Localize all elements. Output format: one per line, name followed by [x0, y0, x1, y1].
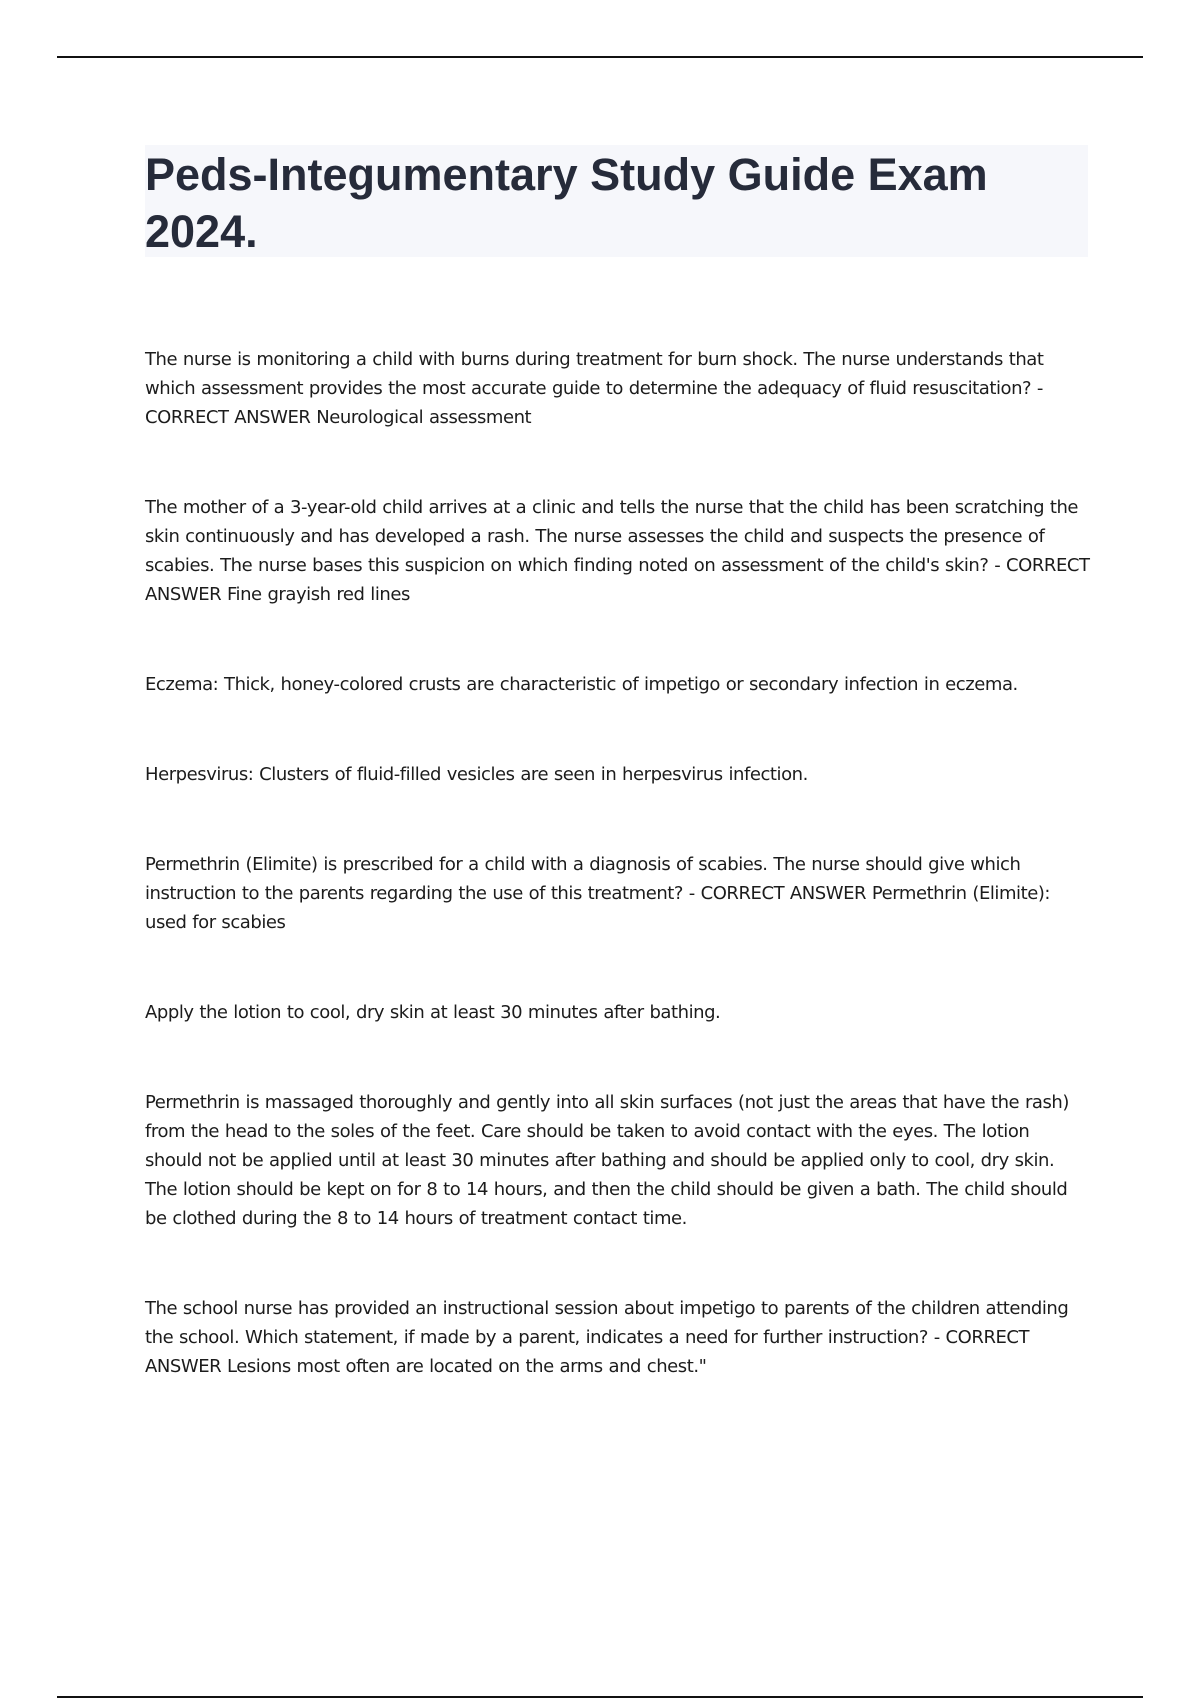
paragraph-gap — [145, 609, 1090, 670]
paragraph-gap — [145, 699, 1090, 760]
top-divider — [57, 56, 1143, 58]
paragraph-gap — [145, 1233, 1090, 1294]
page-title: Peds-Integumentary Study Guide Exam 2024. — [145, 149, 988, 257]
paragraph-permethrin-details: Permethrin is massaged thoroughly and gently into all skin surfaces (not just the areas that have the rash) from the head to the soles of the feet. Care should be taken to avoid contact with the eyes. The lotion should not be applied until at least 30 minutes after bathing and should be applied only to cool, dry skin. The lotion should be kept on for 8 to 14 hours, and then the child should be given a bath. The child should be clothed during the 8 to 14 hours of treatment contact time. — [145, 1092, 1069, 1229]
paragraph-permethrin-question: Permethrin (Elimite) is prescribed for a child with a diagnosis of scabies. The nurse should give which instruction to the parents regarding the use of this treatment? - CORRECT ANSWER Permethrin (Elimite): used for scabies — [145, 854, 1051, 933]
paragraph-apply-lotion: Apply the lotion to cool, dry skin at least 30 minutes after bathing. — [145, 1002, 721, 1023]
paragraph-gap — [145, 1027, 1090, 1088]
paragraph-gap — [145, 789, 1090, 850]
paragraph-herpesvirus: Herpesvirus: Clusters of fluid-filled vesicles are seen in herpesvirus infection. — [145, 764, 808, 785]
bottom-divider — [57, 1696, 1143, 1698]
paragraph-gap — [145, 937, 1090, 998]
paragraph-burn-shock: The nurse is monitoring a child with burns during treatment for burn shock. The nurse understands that which assessment provides the most accurate guide to determine the adequacy of fluid resuscitation? - CORRECT ANSWER Neurological assessment — [145, 349, 1044, 428]
paragraph-gap — [145, 432, 1090, 493]
paragraph-eczema: Eczema: Thick, honey-colored crusts are characteristic of impetigo or secondary infection in eczema. — [145, 674, 1018, 695]
document-body — [145, 345, 1090, 1381]
paragraph-impetigo: The school nurse has provided an instructional session about impetigo to parents of the children attending the school. Which statement, if made by a parent, indicates a need for further instruction? - CORRECT ANSWER Lesions most often are located on the arms and chest." — [145, 1298, 1069, 1377]
paragraph-scabies-assessment: The mother of a 3-year-old child arrives at a clinic and tells the nurse that the child has been scratching the skin continuously and has developed a rash. The nurse assesses the child and suspects the presence of scabies. The nurse bases this suspicion on which finding noted on assessment of the child's skin? - CORRECT ANSWER Fine grayish red lines — [145, 497, 1090, 605]
